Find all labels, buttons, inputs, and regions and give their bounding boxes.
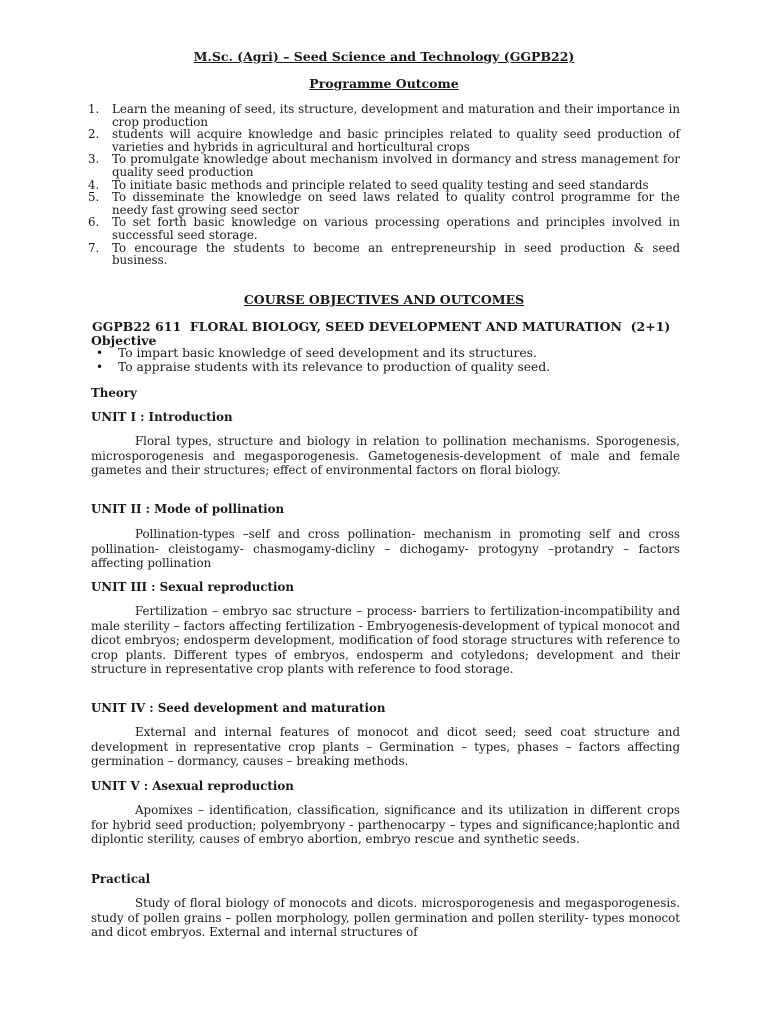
unit-heading: UNIT IV : Seed development and maturation [91, 701, 386, 715]
unit-heading: UNIT I : Introduction [91, 410, 233, 424]
list-item: 2. students will acquire knowledge and basic principles related to quality seed production of varieties and hybrids in agricultural and horticultural crops [88, 127, 680, 154]
document-title: M.Sc. (Agri) – Seed Science and Technology (GGPB22) [193, 49, 575, 64]
unit-paragraph: Floral types, structure and biology in relation to pollination mechanisms. Sporogenesis, microsporogenesis and megasporogenesis. Gametogenesis-development of male and female gametes and their structures; effect of environmental factors on floral biology. [91, 434, 680, 478]
unit-heading: UNIT II : Mode of pollination [91, 502, 285, 516]
programme-outcome-list [88, 102, 680, 268]
unit-paragraph: Fertilization – embryo sac structure – process- barriers to fertilization-incompatibility and male sterility – factors affecting fertilization - Embryogenesis-development of typical monocot and dicot embryos; endosperm development, modification of food storage structures with reference to crop plants. Different types of embryos, endosperm and cotyledons; development and their structure in representative crop plants with reference to food storage. [91, 604, 680, 677]
unit-paragraph: External and internal features of monocot and dicot seed; seed coat structure and development in representative crop plants – Germination – types, phases – factors affecting germination – dormancy, causes – breaking methods. [91, 725, 680, 769]
practical-paragraph: Study of floral biology of monocots and dicots. microsporogenesis and megasporogenesis. study of pollen grains – pollen morphology, pollen germination and pollen sterility- types monocot and dicot embryos. External and internal structures of [91, 896, 680, 940]
list-item: 5. To disseminate the knowledge on seed laws related to quality control programme for the needy fast growing seed sector [88, 190, 680, 217]
programme-outcome-heading: Programme Outcome [309, 76, 459, 91]
bullet-icon: • [96, 360, 104, 374]
unit-heading: UNIT V : Asexual reproduction [91, 779, 294, 793]
unit-paragraph: Pollination-types –self and cross pollination- mechanism in promoting self and cross pollination- cleistogamy- chasmogamy-dicliny – dichogamy- protogyny –protandry – factors affecting pollination [91, 527, 680, 571]
unit-paragraph: Apomixes – identification, classification, significance and its utilization in different crops for hybrid seed production; polyembryony - parthenocarpy – types and significance;haplontic and diplontic sterility, causes of embryo abortion, embryo rescue and synthetic seeds. [91, 803, 680, 847]
list-item: 6. To set forth basic knowledge on various processing operations and principles involved in successful seed storage. [88, 215, 680, 242]
bullet-icon: • [96, 346, 104, 360]
list-item: 3. To promulgate knowledge about mechanism involved in dormancy and stress management for quality seed production [88, 152, 680, 179]
list-item: 4. To initiate basic methods and principle related to seed quality testing and seed standards [88, 177, 649, 192]
practical-heading: Practical [91, 872, 151, 886]
objective-label: Objective [91, 333, 157, 348]
list-item: • To appraise students with its relevance to production of quality seed. [96, 360, 551, 374]
list-item: • To impart basic knowledge of seed development and its structures. [96, 346, 537, 360]
course-objectives-heading: COURSE OBJECTIVES AND OUTCOMES [243, 292, 525, 307]
list-item: 1. Learn the meaning of seed, its structure, development and maturation and their importance in crop production [88, 102, 680, 129]
list-item: 7. To encourage the students to become an entrepreneurship in seed production & seed business. [88, 240, 680, 268]
theory-heading: Theory [91, 386, 137, 400]
unit-heading: UNIT III : Sexual reproduction [91, 580, 294, 594]
objective-list [96, 346, 551, 374]
course-title: GGPB22 611 FLORAL BIOLOGY, SEED DEVELOPMENT AND MATURATION (2+1) [92, 319, 671, 334]
